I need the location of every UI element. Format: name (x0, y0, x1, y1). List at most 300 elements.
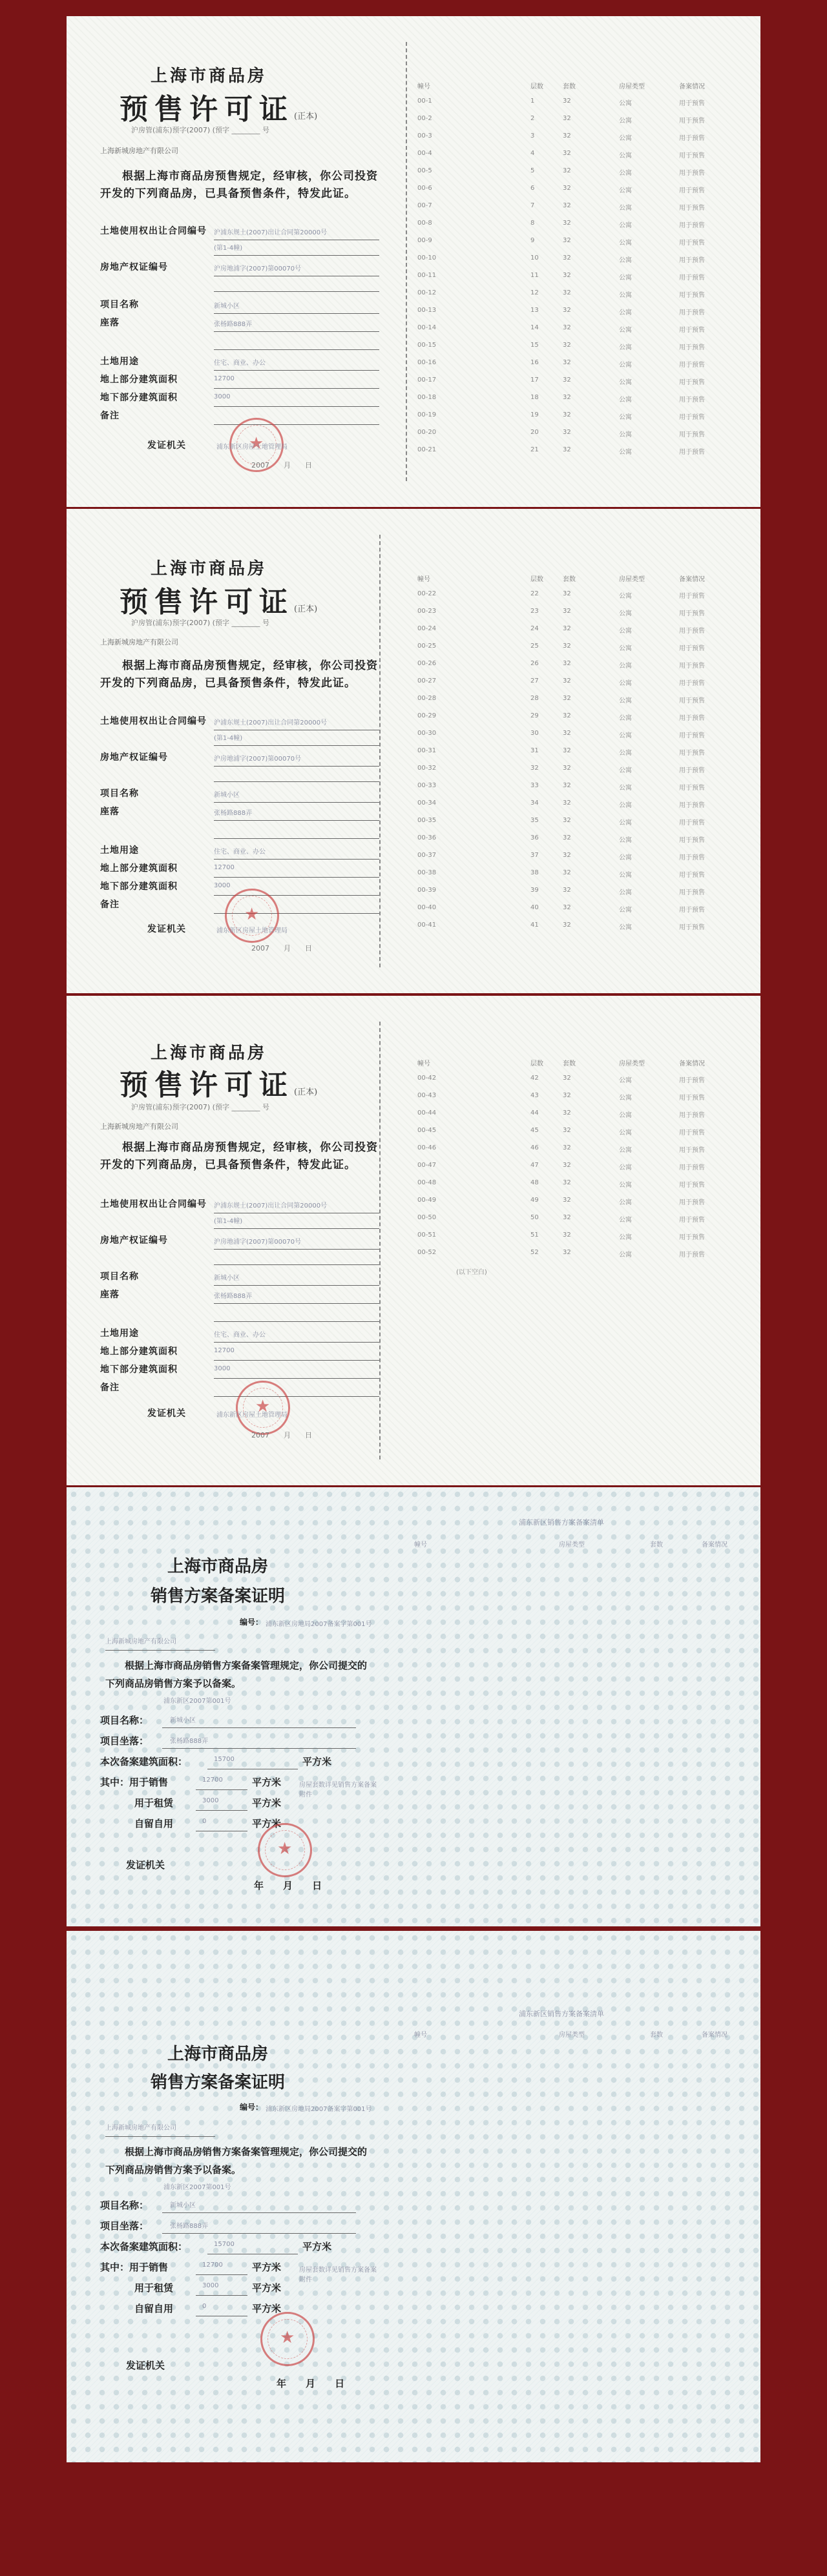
table-cell: 房屋类型 (619, 1060, 645, 1067)
label-area-above: 地上部分建筑面积 (100, 375, 178, 385)
table-cell: 00-20 (417, 429, 437, 436)
table-cell: 用于预售 (679, 1252, 705, 1259)
value-land-contract: 沪浦东规土(2007)出让合同第20000号 (214, 719, 328, 726)
official-seal-icon (258, 1823, 312, 1877)
table-cell: 用于预售 (679, 819, 705, 827)
table-cell: 公寓 (619, 767, 632, 774)
table-cell: 32 (563, 608, 571, 615)
label-usage: 土地用途 (100, 845, 139, 856)
table-cell: 32 (563, 1075, 571, 1082)
table-cell: 用于预售 (679, 431, 705, 438)
table-cell: 00-1 (417, 98, 432, 105)
permit-sheet-3 (67, 996, 760, 1485)
permit-number: 沪房管(浦东)预字(2007) (预字 ________ 号 (131, 126, 269, 134)
table-cell: 用于预售 (679, 240, 705, 247)
table-cell: 00-7 (417, 202, 432, 209)
table-cell: 12 (530, 289, 539, 296)
table-cell: 6 (530, 185, 535, 192)
table-cell: 32 (563, 922, 571, 929)
label-location: 座落 (100, 318, 120, 328)
label-project-loc: 项目坐落： (100, 2220, 149, 2232)
scheme-number-label: 编号： (240, 2103, 264, 2112)
table-cell: 34 (530, 799, 539, 807)
value-for-sale: 12700 (202, 2262, 223, 2269)
label-total-area: 本次备案建筑面积： (100, 2241, 188, 2252)
permit-title: 预售许可证(正本) (120, 1069, 318, 1102)
table-cell: 公寓 (619, 274, 632, 282)
page-divider (379, 1022, 381, 1459)
value-property-cert: 沪房地浦字(2007)第00070号 (214, 1239, 302, 1246)
table-cell: 32 (563, 660, 571, 667)
table-cell: 23 (530, 608, 539, 615)
table-cell: 00-46 (417, 1144, 437, 1151)
table-cell: 32 (563, 359, 571, 366)
table-cell: 公寓 (619, 610, 632, 617)
table-cell: 32 (563, 1179, 571, 1186)
scheme-issuer-label: 发证机关 (126, 1859, 165, 1871)
table-cell: 32 (563, 98, 571, 105)
value-project-loc: 张杨路888弄 (170, 2223, 209, 2230)
company-name: 上海新城房地产有限公司 (100, 147, 178, 155)
table-cell: 公寓 (619, 344, 632, 351)
table-cell: 19 (530, 411, 539, 418)
scheme-body: 根据上海市商品房销售方案备案管理规定，你公司提交的下列商品房销售方案予以备案。 (105, 2146, 368, 2176)
table-cell: 层数 (530, 576, 543, 583)
table-cell: 41 (530, 922, 539, 929)
table-cell: 32 (563, 237, 571, 244)
table-cell: 32 (563, 730, 571, 737)
table-cell: 32 (563, 1109, 571, 1117)
value-for-sale: 12700 (202, 1777, 223, 1784)
right-header-col-4: 备案情况 (702, 2032, 728, 2039)
table-cell: 00-10 (417, 254, 437, 262)
table-cell: 4 (530, 150, 535, 157)
value-usage: 住宅、商业、办公 (214, 849, 266, 856)
value-project-name: 新城小区 (214, 303, 240, 310)
table-cell: 32 (563, 272, 571, 279)
table-cell: 用于预售 (679, 1164, 705, 1171)
table-cell: 公寓 (619, 802, 632, 809)
table-cell: 用于预售 (679, 292, 705, 299)
table-cell: 36 (530, 834, 539, 841)
table-cell: 32 (563, 1197, 571, 1204)
table-cell: 32 (563, 446, 571, 453)
table-cell: 9 (530, 237, 535, 244)
table-cell: 公寓 (619, 309, 632, 316)
table-cell: 用于预售 (679, 732, 705, 739)
label-area-above: 地上部分建筑面积 (100, 1346, 178, 1357)
label-property-cert: 房地产权证编号 (100, 1235, 168, 1246)
table-cell: 17 (530, 376, 539, 384)
table-cell: 32 (563, 342, 571, 349)
table-cell: 用于预售 (679, 680, 705, 687)
table-cell: 00-17 (417, 376, 437, 384)
issue-date: 2007 月 日 (251, 1431, 312, 1439)
table-cell: 用于预售 (679, 645, 705, 652)
value-land-contract-2: (第1-4幢) (214, 245, 243, 252)
label-for-sale: 其中：用于销售 (100, 2262, 169, 2273)
table-cell: 32 (563, 150, 571, 157)
table-cell: 47 (530, 1162, 539, 1169)
table-cell: 00-11 (417, 272, 437, 279)
table-cell: 32 (530, 765, 539, 772)
table-cell: 15 (530, 342, 539, 349)
value-location: 张杨路888弄 (214, 321, 253, 328)
table-cell: 32 (563, 869, 571, 876)
table-cell: 公寓 (619, 1112, 632, 1119)
table-cell: 32 (563, 394, 571, 401)
scheme-title-1: 上海市商品房 (167, 2045, 269, 2064)
table-cell: 00-13 (417, 307, 437, 314)
table-cell: 32 (563, 590, 571, 597)
value-project-name: 新城小区 (170, 2202, 196, 2209)
table-cell: 32 (563, 1144, 571, 1151)
table-cell: 套数 (563, 576, 576, 583)
table-cell: 00-18 (417, 394, 437, 401)
official-seal-icon (260, 2312, 315, 2366)
table-cell: 32 (563, 1214, 571, 1221)
table-cell: 32 (563, 185, 571, 192)
copy-tag: (正本) (294, 1087, 318, 1097)
table-cell: 公寓 (619, 907, 632, 914)
table-cell: 24 (530, 625, 539, 632)
copy-tag: (正本) (294, 112, 318, 121)
table-cell: 32 (563, 220, 571, 227)
table-cell: 45 (530, 1127, 539, 1134)
table-cell: 32 (563, 677, 571, 685)
table-cell: 公寓 (619, 889, 632, 896)
table-cell: 公寓 (619, 449, 632, 456)
table-cell: 22 (530, 590, 539, 597)
table-cell: 用于预售 (679, 872, 705, 879)
unit-for-rent: 平方米 (252, 2282, 282, 2294)
value-land-contract-2: (第1-4幢) (214, 1218, 243, 1225)
label-project-loc: 项目坐落： (100, 1735, 149, 1747)
value-total-area: 15700 (214, 1756, 235, 1763)
table-cell: 公寓 (619, 819, 632, 827)
table-cell: 00-45 (417, 1127, 437, 1134)
table-cell: 00-6 (417, 185, 432, 192)
table-cell: 00-25 (417, 643, 437, 650)
table-cell: 用于预售 (679, 100, 705, 107)
table-cell: 用于预售 (679, 205, 705, 212)
label-project-name: 项目名称： (100, 2200, 149, 2211)
table-cell: 用于预售 (679, 118, 705, 125)
issuer-label: 发证机关 (147, 440, 186, 451)
table-cell: 幢号 (417, 1060, 430, 1067)
table-cell: 25 (530, 643, 539, 650)
value-usage: 住宅、商业、办公 (214, 1332, 266, 1339)
value-area-below: 3000 (214, 882, 231, 889)
permit-title-small: 上海市商品房 (151, 1044, 267, 1063)
table-cell: 公寓 (619, 785, 632, 792)
unit-for-sale: 平方米 (252, 2262, 282, 2273)
table-cell: 00-23 (417, 608, 437, 615)
issuer-name: 浦东新区房屋土地管理局 (216, 444, 288, 451)
label-usage: 土地用途 (100, 356, 139, 367)
scheme-number-value: 浦东新区房地局2007备案字第001号 (266, 1621, 372, 1628)
table-cell: 46 (530, 1144, 539, 1151)
table-cell: 00-14 (417, 324, 437, 331)
table-cell: 00-35 (417, 817, 437, 824)
issue-date: 2007 月 日 (251, 461, 312, 469)
table-cell: 42 (530, 1075, 539, 1082)
scheme-small-note: 浦东新区2007第001号 (163, 1698, 231, 1705)
table-cell: 用于预售 (679, 1199, 705, 1206)
value-usage: 住宅、商业、办公 (214, 360, 266, 367)
table-cell: 公寓 (619, 222, 632, 229)
table-cell: 公寓 (619, 1095, 632, 1102)
table-cell: 公寓 (619, 205, 632, 212)
permit-title-small: 上海市商品房 (151, 559, 267, 579)
permit-number: 沪房管(浦东)预字(2007) (预字 ________ 号 (131, 619, 269, 627)
table-cell: 公寓 (619, 645, 632, 652)
table-cell: 32 (563, 429, 571, 436)
table-cell: 用于预售 (679, 1077, 705, 1084)
table-cell: 公寓 (619, 732, 632, 739)
official-seal-icon (236, 1381, 290, 1435)
table-cell: 3 (530, 132, 535, 139)
issue-date: 2007 月 日 (251, 944, 312, 953)
issuer-label: 发证机关 (147, 1408, 186, 1419)
table-cell: 用于预售 (679, 1217, 705, 1224)
table-cell: 公寓 (619, 628, 632, 635)
table-cell: 00-38 (417, 869, 437, 876)
scheme-company: 上海新城房地产有限公司 (105, 1638, 176, 1645)
table-cell: 00-42 (417, 1075, 437, 1082)
table-cell: 公寓 (619, 362, 632, 369)
table-cell: 公寓 (619, 680, 632, 687)
table-cell: 用于预售 (679, 715, 705, 722)
right-header-col-4: 备案情况 (702, 1541, 728, 1549)
unit-total-area: 平方米 (302, 1756, 332, 1767)
label-remarks: 备注 (100, 411, 120, 421)
table-cell: 00-30 (417, 730, 437, 737)
table-cell: 公寓 (619, 431, 632, 438)
table-cell: 用于预售 (679, 449, 705, 456)
table-cell: 00-33 (417, 782, 437, 789)
scheme-title-2: 销售方案备案证明 (151, 1587, 286, 1606)
scheme-date: 年 月 日 (254, 1880, 322, 1891)
value-property-cert: 沪房地浦字(2007)第00070号 (214, 756, 302, 763)
table-cell: 18 (530, 394, 539, 401)
table-cell: 用于预售 (679, 924, 705, 931)
label-area-below: 地下部分建筑面积 (100, 881, 178, 892)
table-cell: 32 (563, 834, 571, 841)
table-cell: 公寓 (619, 1129, 632, 1137)
table-cell: 用于预售 (679, 1182, 705, 1189)
table-cell: 公寓 (619, 924, 632, 931)
table-cell: 备案情况 (679, 576, 705, 583)
table-cell: 50 (530, 1214, 539, 1221)
table-cell: 用于预售 (679, 344, 705, 351)
right-header-col-3: 套数 (650, 1541, 663, 1549)
table-cell: 公寓 (619, 1164, 632, 1171)
table-cell: 39 (530, 887, 539, 894)
table-cell: 用于预售 (679, 889, 705, 896)
label-area-above: 地上部分建筑面积 (100, 863, 178, 874)
label-land-contract: 土地使用权出让合同编号 (100, 716, 207, 726)
label-remarks: 备注 (100, 1383, 120, 1393)
unit-total-area: 平方米 (302, 2241, 332, 2252)
table-cell: 公寓 (619, 1217, 632, 1224)
table-cell: 00-29 (417, 712, 437, 719)
table-cell: 49 (530, 1197, 539, 1204)
table-cell: 27 (530, 677, 539, 685)
page-divider (379, 535, 381, 967)
label-area-below: 地下部分建筑面积 (100, 393, 178, 403)
value-area-below: 3000 (214, 1365, 231, 1372)
table-cell: 00-31 (417, 747, 437, 754)
permit-number: 沪房管(浦东)预字(2007) (预字 ________ 号 (131, 1103, 269, 1111)
table-cell: 00-44 (417, 1109, 437, 1117)
table-cell: 32 (563, 1127, 571, 1134)
label-project-name: 项目名称 (100, 1272, 139, 1282)
table-cell: 00-19 (417, 411, 437, 418)
label-for-rent: 用于租赁 (134, 2282, 174, 2294)
table-cell: 用于预售 (679, 785, 705, 792)
value-area-above: 12700 (214, 1347, 235, 1354)
label-for-use: 自留自用 (134, 2303, 174, 2314)
table-cell: 32 (563, 625, 571, 632)
label-for-use: 自留自用 (134, 1818, 174, 1829)
label-for-rent: 用于租赁 (134, 1797, 174, 1809)
value-total-area: 15700 (214, 2241, 235, 2248)
table-cell: 公寓 (619, 170, 632, 177)
table-cell: 公寓 (619, 715, 632, 722)
table-cell: 公寓 (619, 379, 632, 386)
unit-for-rent: 平方米 (252, 1797, 282, 1809)
unit-for-use: 平方米 (252, 1818, 282, 1829)
table-cell: 32 (563, 376, 571, 384)
value-project-name: 新城小区 (170, 1717, 196, 1724)
table-cell: 32 (563, 904, 571, 911)
table-cell: 11 (530, 272, 539, 279)
table-cell: 用于预售 (679, 767, 705, 774)
permit-building-table-2 (417, 573, 728, 961)
label-total-area: 本次备案建筑面积： (100, 1756, 188, 1767)
table-cell: 用于预售 (679, 697, 705, 705)
table-cell: 用于预售 (679, 327, 705, 334)
table-cell: 13 (530, 307, 539, 314)
scheme-sheet-2 (67, 1931, 760, 2462)
table-cell: 00-12 (417, 289, 437, 296)
issuer-label: 发证机关 (147, 924, 186, 934)
table-cell: 00-43 (417, 1092, 437, 1099)
scheme-body: 根据上海市商品房销售方案备案管理规定，你公司提交的下列商品房销售方案予以备案。 (105, 1660, 368, 1689)
table-cell: 公寓 (619, 593, 632, 600)
table-cell: 用于预售 (679, 1112, 705, 1119)
table-cell: 00-51 (417, 1231, 437, 1239)
table-cell: 用于预售 (679, 135, 705, 142)
table-cell: 公寓 (619, 187, 632, 194)
table-cell: 房屋类型 (619, 83, 645, 90)
table-cell: 26 (530, 660, 539, 667)
table-cell: 用于预售 (679, 274, 705, 282)
table-cell: 00-52 (417, 1249, 437, 1256)
table-cell: 32 (563, 289, 571, 296)
table-cell: 公寓 (619, 1252, 632, 1259)
table-cell: 00-39 (417, 887, 437, 894)
scheme-issuer-label: 发证机关 (126, 2360, 165, 2371)
table-cell: 用于预售 (679, 854, 705, 861)
scheme-title-2: 销售方案备案证明 (151, 2073, 286, 2092)
table-cell: 公寓 (619, 872, 632, 879)
table-cell: 00-4 (417, 150, 432, 157)
page-divider (406, 42, 407, 481)
table-cell: 16 (530, 359, 539, 366)
table-cell: 00-27 (417, 677, 437, 685)
table-cell: 用于预售 (679, 1147, 705, 1154)
scheme-number-value: 浦东新区房地局2007备案字第001号 (266, 2106, 372, 2113)
table-cell: 32 (563, 817, 571, 824)
table-cell: 00-24 (417, 625, 437, 632)
table-cell: 21 (530, 446, 539, 453)
table-cell: 5 (530, 167, 535, 174)
table-cell: 公寓 (619, 152, 632, 160)
table-cell: 公寓 (619, 837, 632, 844)
table-cell: 公寓 (619, 397, 632, 404)
table-cell: 公寓 (619, 1147, 632, 1154)
label-project-name: 项目名称 (100, 788, 139, 799)
table-cell: 43 (530, 1092, 539, 1099)
table-cell: 44 (530, 1109, 539, 1117)
table-cell: 公寓 (619, 240, 632, 247)
table-cell: 用于预售 (679, 257, 705, 264)
table-cell: 32 (563, 712, 571, 719)
unit-for-use: 平方米 (252, 2303, 282, 2314)
permit-title-small: 上海市商品房 (151, 67, 267, 86)
label-remarks: 备注 (100, 900, 120, 910)
table-cell: 公寓 (619, 135, 632, 142)
table-cell: 10 (530, 254, 539, 262)
table-cell: 幢号 (417, 576, 430, 583)
table-cell: 30 (530, 730, 539, 737)
label-location: 座落 (100, 1290, 120, 1300)
table-cell: 32 (563, 1162, 571, 1169)
right-header-col-2: 房屋类型 (559, 2032, 585, 2039)
table-cell: 用于预售 (679, 170, 705, 177)
table-cell: 公寓 (619, 292, 632, 299)
table-cell: 备案情况 (679, 1060, 705, 1067)
table-cell: 14 (530, 324, 539, 331)
table-cell: 用于预售 (679, 362, 705, 369)
table-cell: 00-8 (417, 220, 432, 227)
table-cell: 用于预售 (679, 802, 705, 809)
right-header-col-1: 幢号 (414, 1541, 427, 1549)
copy-tag: (正本) (294, 604, 318, 614)
table-cell: 32 (563, 852, 571, 859)
issuer-name: 浦东新区房屋土地管理局 (216, 1412, 288, 1419)
value-project-name: 新城小区 (214, 1275, 240, 1282)
label-property-cert: 房地产权证编号 (100, 752, 168, 763)
table-cell: 35 (530, 817, 539, 824)
table-cell: 公寓 (619, 1199, 632, 1206)
value-location: 张杨路888弄 (214, 1293, 253, 1300)
label-land-contract: 土地使用权出让合同编号 (100, 226, 207, 236)
table-cell: 00-15 (417, 342, 437, 349)
table-cell: 公寓 (619, 750, 632, 757)
table-cell: 套数 (563, 1060, 576, 1067)
table-cell: 32 (563, 1249, 571, 1256)
table-cell: 32 (563, 1231, 571, 1239)
value-area-below: 3000 (214, 393, 231, 400)
table-cell: 32 (563, 643, 571, 650)
scheme-number-label: 编号： (240, 1618, 264, 1627)
right-header-title: 浦东新区销售方案备案清单 (519, 2010, 604, 2018)
table-cell: 用于预售 (679, 1129, 705, 1137)
table-cell: 38 (530, 869, 539, 876)
